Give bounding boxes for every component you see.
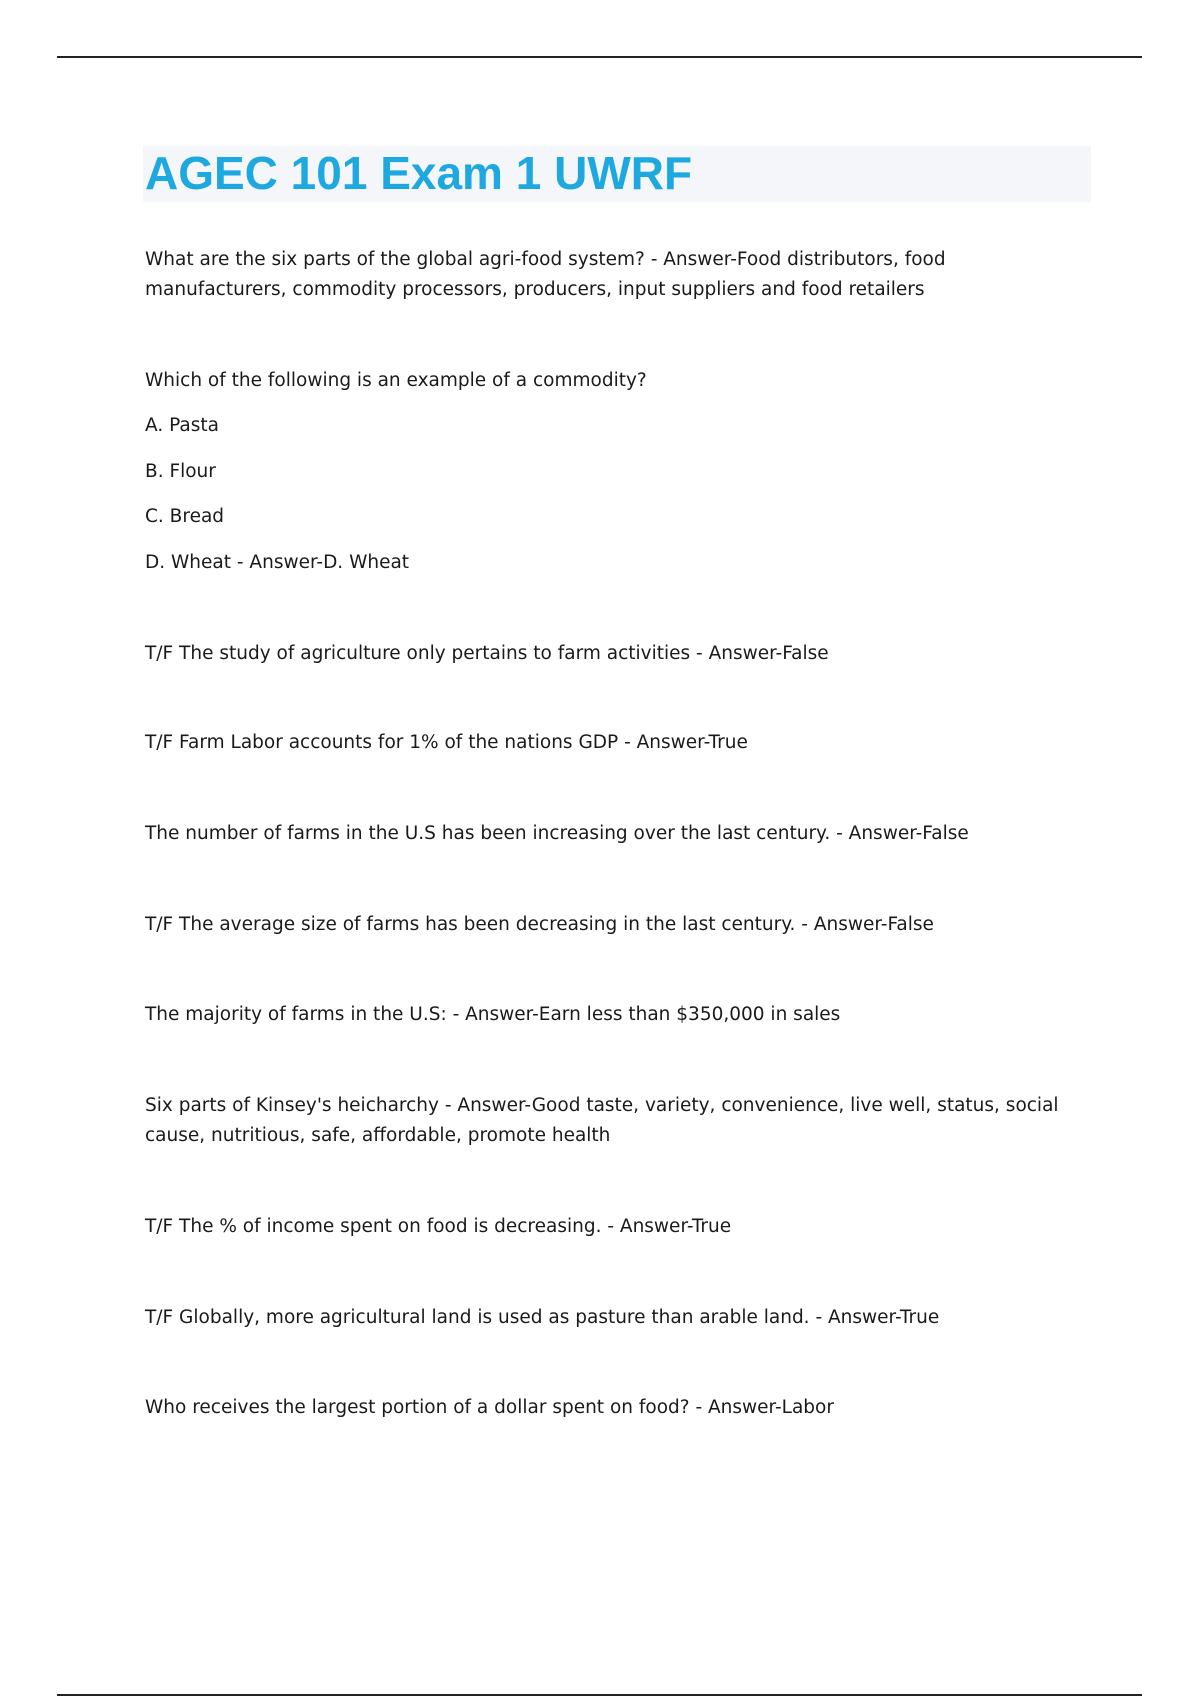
question-7: The majority of farms in the U.S: - Answer-Earn less than $350,000 in sales	[145, 1004, 841, 1025]
question-2-option-d: D. Wheat - Answer-D. Wheat	[145, 552, 410, 573]
footer-rule	[57, 1694, 1142, 1696]
document-title: AGEC 101 Exam 1 UWRF	[145, 147, 693, 199]
question-11: Who receives the largest portion of a dollar spent on food? - Answer-Labor	[145, 1397, 834, 1418]
question-1: What are the six parts of the global agri-food system? - Answer-Food distributors, food manufacturers, commodity processors, producers, input suppliers and food retailers	[145, 249, 946, 300]
question-5: The number of farms in the U.S has been increasing over the last century. - Answer-False	[145, 823, 969, 844]
question-2-option-b: B. Flour	[145, 461, 216, 482]
question-6: T/F The average size of farms has been decreasing in the last century. - Answer-False	[145, 914, 934, 935]
question-2-option-a: A. Pasta	[145, 415, 219, 436]
question-4: T/F Farm Labor accounts for 1% of the nations GDP - Answer-True	[145, 732, 748, 753]
question-9: T/F The % of income spent on food is decreasing. - Answer-True	[145, 1216, 732, 1237]
question-10: T/F Globally, more agricultural land is used as pasture than arable land. - Answer-True	[145, 1307, 940, 1328]
question-8: Six parts of Kinsey's heicharchy - Answer-Good taste, variety, convenience, live well, status, social cause, nutritious, safe, affordable, promote health	[145, 1095, 1059, 1146]
header-rule	[57, 56, 1142, 58]
question-2: Which of the following is an example of a commodity?	[145, 370, 647, 391]
question-3: T/F The study of agriculture only pertains to farm activities - Answer-False	[145, 643, 829, 664]
question-2-option-c: C. Bread	[145, 506, 225, 527]
